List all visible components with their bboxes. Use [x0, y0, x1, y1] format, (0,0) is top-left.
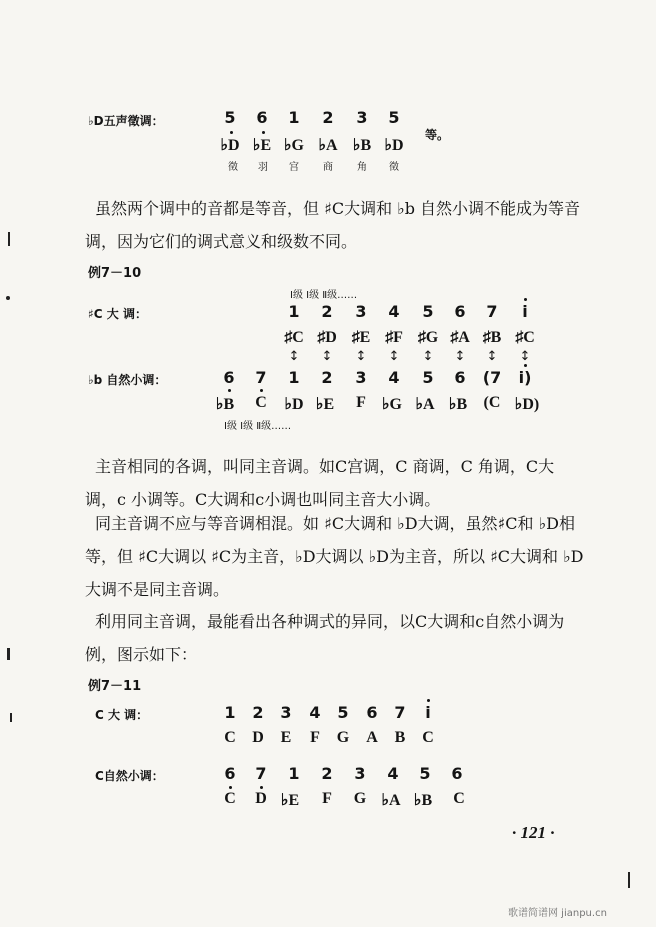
note: ♯C	[515, 329, 535, 346]
number: 1	[224, 703, 236, 722]
number: 5	[422, 302, 434, 321]
number: 2	[321, 368, 333, 387]
note: C	[224, 790, 236, 807]
note: ♭G	[284, 137, 304, 154]
number: 5	[224, 108, 236, 127]
note: D	[252, 729, 264, 746]
note: ♭B	[448, 396, 468, 413]
number: 2	[252, 703, 264, 722]
note: F	[310, 729, 320, 746]
pentatonic-label: ♭D五声徵调：	[88, 114, 164, 128]
number: 4	[388, 302, 400, 321]
double-arrow-icon: ↕	[388, 349, 400, 364]
number: 3	[280, 703, 292, 722]
note: ♭D)	[514, 396, 540, 413]
example-7-10-title: 例7－10	[88, 266, 142, 281]
number: 5	[422, 368, 434, 387]
note: C	[224, 729, 236, 746]
note: ♭E	[315, 396, 335, 413]
octave-dot	[524, 298, 527, 301]
bflat-minor-label: ♭b 自然小调：	[88, 373, 167, 387]
note: ♭B	[352, 137, 372, 154]
csharp-major-label: ♯C 大 调：	[88, 307, 147, 321]
degree: 徵	[389, 162, 399, 173]
levels-top: Ⅰ级 Ⅰ级 Ⅱ级……	[290, 290, 358, 301]
note: ♭A	[318, 137, 338, 154]
note: ♭E	[280, 792, 300, 809]
number: 5	[419, 764, 431, 783]
number: 1	[288, 108, 300, 127]
double-arrow-icon: ↕	[355, 349, 367, 364]
double-arrow-icon: ↕	[321, 349, 333, 364]
number: 6	[366, 703, 378, 722]
number: 7	[486, 302, 498, 321]
number: 7	[255, 368, 267, 387]
note: ♭D	[284, 396, 304, 413]
note: ♯E	[351, 329, 371, 346]
scan-mark	[628, 872, 630, 888]
note: A	[366, 729, 378, 746]
octave-dot	[427, 699, 430, 702]
c-minor-label: C自然小调：	[95, 769, 164, 783]
note: ♭D	[384, 137, 404, 154]
number: 1	[288, 368, 300, 387]
double-arrow-icon: ↕	[288, 349, 300, 364]
scan-mark	[10, 713, 12, 722]
octave-dot	[260, 786, 263, 789]
octave-dot	[228, 389, 231, 392]
scan-mark	[6, 296, 10, 300]
number: 6	[454, 368, 466, 387]
degree: 羽	[258, 162, 268, 173]
number: 6	[223, 368, 235, 387]
degree: 徵	[228, 162, 238, 173]
number: 3	[356, 108, 368, 127]
note: G	[336, 729, 350, 746]
number: 2	[322, 108, 334, 127]
paragraph-4: 利用同主音调，最能看出各种调式的异同，以C大调和c自然小调为例，图示如下：	[85, 612, 565, 664]
number: 5	[388, 108, 400, 127]
note: ♯G	[417, 329, 439, 346]
number: 6	[256, 108, 268, 127]
octave-dot	[230, 131, 233, 134]
number: 6	[224, 764, 236, 783]
page-number: · 121 ·	[512, 823, 555, 842]
octave-dot	[229, 786, 232, 789]
number: 3	[354, 764, 366, 783]
note: F	[322, 790, 332, 807]
note: ♭B	[413, 792, 433, 809]
example-7-11-title: 例7－11	[88, 679, 142, 694]
number: 4	[387, 764, 399, 783]
octave-dot	[260, 389, 263, 392]
note: B	[394, 729, 406, 746]
number: (7	[482, 368, 502, 387]
degree: 商	[323, 162, 333, 173]
number: 2	[321, 764, 333, 783]
note: (C	[483, 394, 501, 411]
note: D	[255, 790, 267, 807]
pentatonic-suffix: 等。	[425, 128, 450, 142]
note: ♯C	[284, 329, 304, 346]
double-arrow-icon: ↕	[486, 349, 498, 364]
c-major-label: C 大 调：	[95, 708, 149, 722]
scan-mark	[8, 232, 10, 246]
number: 6	[454, 302, 466, 321]
degree: 宫	[289, 162, 299, 173]
scan-mark	[7, 648, 10, 660]
number: i)	[518, 368, 532, 387]
number: 4	[388, 368, 400, 387]
number: 5	[337, 703, 349, 722]
number: 6	[451, 764, 463, 783]
note: G	[353, 790, 367, 807]
paragraph-1: 虽然两个调中的音都是等音，但 ♯C大调和 ♭b 自然小调不能成为等音调，因为它们的调式意义和级数不同。	[85, 199, 581, 251]
number: 3	[355, 368, 367, 387]
number: 4	[309, 703, 321, 722]
note: ♯D	[317, 329, 337, 346]
note: E	[280, 729, 292, 746]
note: C	[422, 729, 434, 746]
number: 2	[321, 302, 333, 321]
note: ♭A	[381, 792, 401, 809]
note: ♯B	[482, 329, 502, 346]
number: 1	[288, 764, 300, 783]
double-arrow-icon: ↕	[519, 349, 531, 364]
number: i	[425, 703, 431, 722]
note: C	[255, 394, 267, 411]
paragraph-3: 同主音调不应与等音调相混。如 ♯C大调和 ♭D大调，虽然♯C和 ♭D相等，但 ♯C大调以 ♯C为主音，♭D大调以 ♭D为主音，所以 ♯C大调和 ♭D大调不是同主音调。	[85, 514, 584, 599]
number: 7	[255, 764, 267, 783]
octave-dot	[262, 131, 265, 134]
note: ♭A	[415, 396, 435, 413]
number: i	[522, 302, 528, 321]
number: 3	[355, 302, 367, 321]
note: ♭E	[252, 137, 272, 154]
levels-bottom: Ⅰ级 Ⅰ级 Ⅱ级……	[224, 421, 292, 432]
note: ♯A	[450, 329, 470, 346]
note: F	[356, 394, 366, 411]
double-arrow-icon: ↕	[454, 349, 466, 364]
paragraph-2: 主音相同的各调，叫同主音调。如C宫调，C 商调，C 角调，C大调，c 小调等。C大调和c小调也叫同主音大小调。	[85, 457, 555, 509]
number: 7	[394, 703, 406, 722]
note: ♭B	[215, 396, 235, 413]
note: ♭D	[220, 137, 240, 154]
degree: 角	[357, 162, 367, 173]
number: 1	[288, 302, 300, 321]
note: C	[453, 790, 465, 807]
octave-dot	[524, 364, 527, 367]
double-arrow-icon: ↕	[422, 349, 434, 364]
note: ♭G	[382, 396, 402, 413]
note: ♯F	[385, 329, 403, 346]
watermark: 歌谱简谱网 jianpu.cn	[508, 908, 607, 919]
